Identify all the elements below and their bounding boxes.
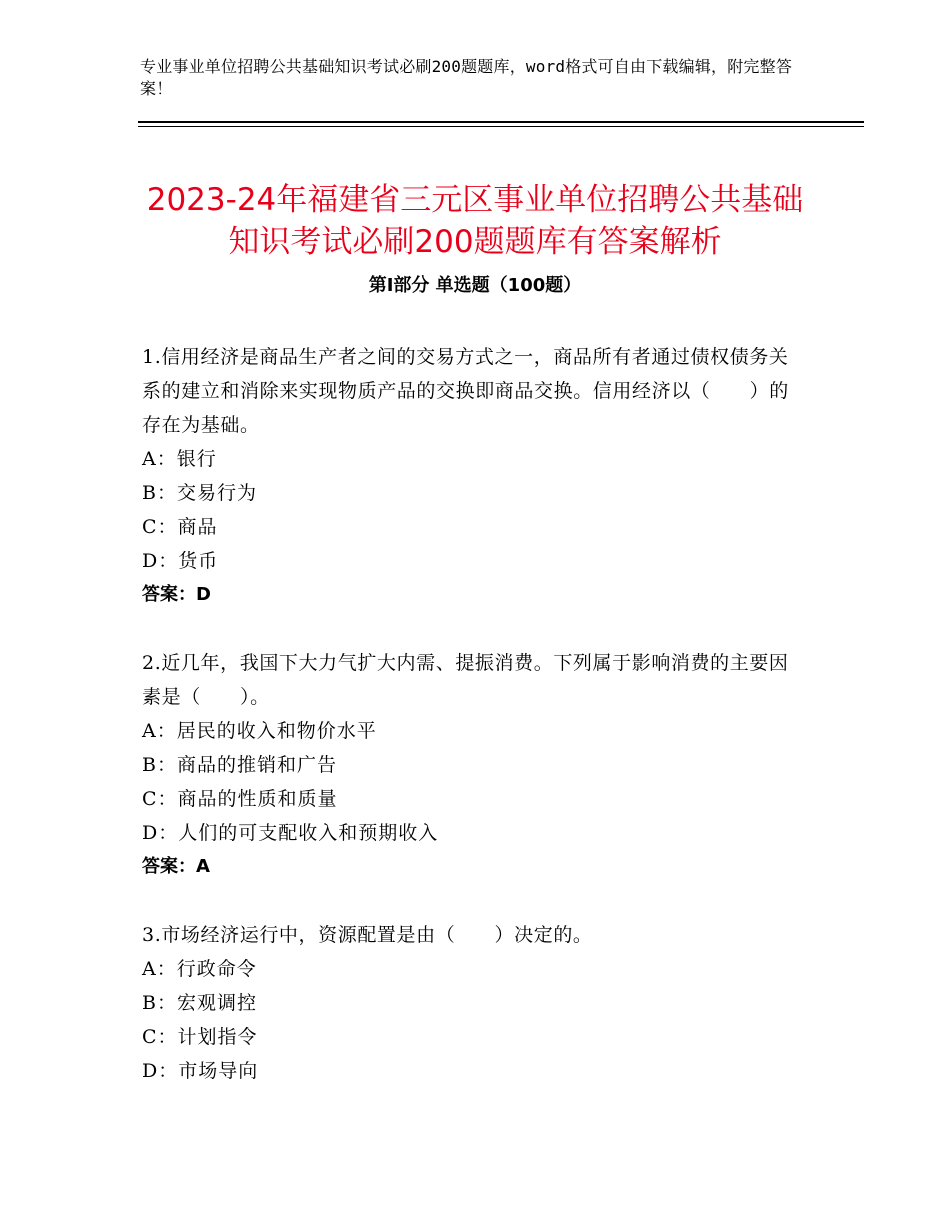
option-c: C：商品的性质和质量 (142, 788, 338, 810)
option-a: A：居民的收入和物价水平 (142, 720, 377, 742)
header-divider-thin (138, 126, 864, 127)
question-list (142, 340, 802, 1122)
option-b: B：交易行为 (142, 482, 257, 504)
question-stem: 1.信用经济是商品生产者之间的交易方式之一，商品所有者通过债权债务关系的建立和消除来实现物质产品的交换即商品交换。信用经济以（ ）的存在为基础。 (142, 346, 789, 436)
option-d: D：市场导向 (142, 1060, 259, 1082)
header-divider-thick (138, 121, 864, 123)
option-a: A：行政命令 (142, 958, 257, 980)
answer: 答案：A (142, 856, 210, 877)
question-stem: 2.近几年，我国下大力气扩大内需、提振消费。下列属于影响消费的主要因素是（ ）。 (142, 652, 789, 708)
option-c: C：计划指令 (142, 1026, 258, 1048)
option-d: D：货币 (142, 550, 219, 572)
header-note: 专业事业单位招聘公共基础知识考试必刷200题题库，word格式可自由下载编辑，附完整答案！ (140, 57, 793, 98)
option-b: B：宏观调控 (142, 992, 257, 1014)
question-1 (142, 340, 802, 612)
option-d: D：人们的可支配收入和预期收入 (142, 822, 439, 844)
section-title: 第Ⅰ部分 单选题（100题） (368, 275, 582, 296)
question-2 (142, 646, 802, 884)
question-3 (142, 918, 802, 1088)
question-stem: 3.市场经济运行中，资源配置是由（ ）决定的。 (142, 924, 593, 946)
option-b: B：商品的推销和广告 (142, 754, 337, 776)
answer: 答案：D (142, 584, 211, 605)
document-title: 2023-24年福建省三元区事业单位招聘公共基础知识考试必刷200题题库有答案解析 (146, 181, 804, 260)
option-c: C：商品 (142, 516, 218, 538)
option-a: A：银行 (142, 448, 217, 470)
